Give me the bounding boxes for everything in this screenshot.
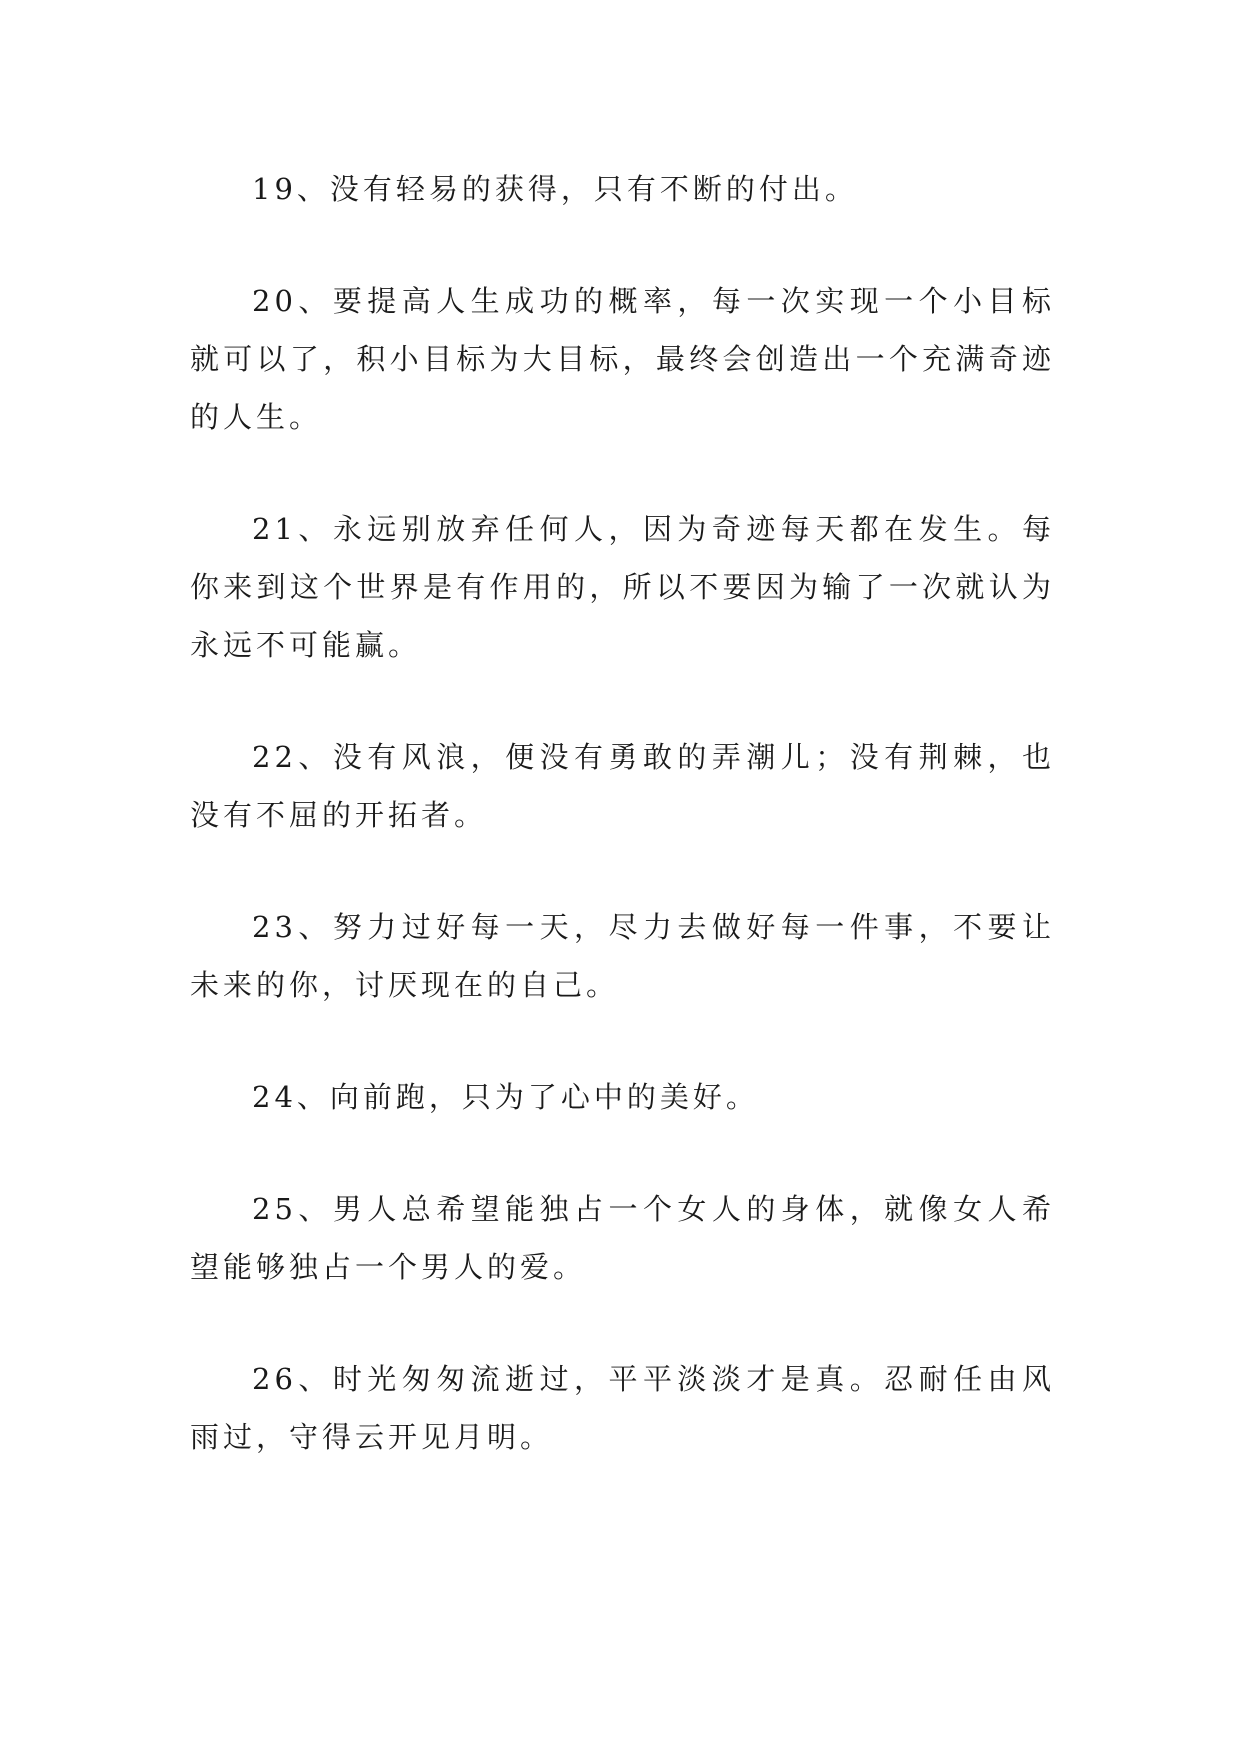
paragraph-25: 25、男人总希望能独占一个女人的身体，就像女人希望能够独占一个男人的爱。 — [190, 1192, 1055, 1284]
paragraph-20: 20、要提高人生成功的概率，每一次实现一个小目标就可以了，积小目标为大目标，最终会创造出一个充满奇迹的人生。 — [190, 284, 1055, 434]
paragraph-26: 26、时光匆匆流逝过，平平淡淡才是真。忍耐任由风雨过，守得云开见月明。 — [190, 1362, 1055, 1454]
document-body — [190, 160, 1055, 1520]
paragraph-21: 21、永远别放弃任何人，因为奇迹每天都在发生。每你来到这个世界是有作用的，所以不要因为输了一次就认为永远不可能赢。 — [190, 512, 1055, 662]
paragraph-22: 22、没有风浪，便没有勇敢的弄潮儿；没有荆棘，也没有不屈的开拓者。 — [190, 740, 1055, 832]
paragraph-24: 24、向前跑，只为了心中的美好。 — [252, 1080, 759, 1114]
paragraph-23: 23、努力过好每一天，尽力去做好每一件事，不要让未来的你，讨厌现在的自己。 — [190, 910, 1055, 1002]
paragraph-19: 19、没有轻易的获得，只有不断的付出。 — [252, 172, 858, 206]
